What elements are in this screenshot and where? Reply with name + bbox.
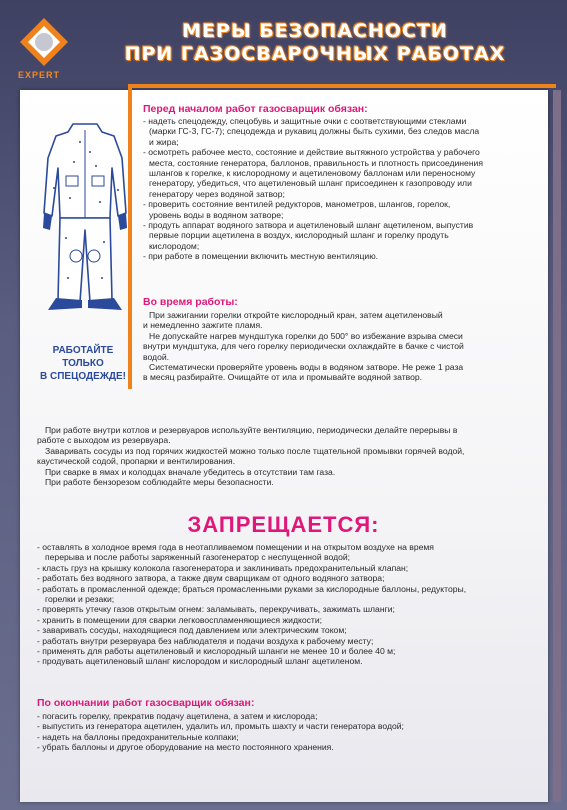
side-bar (553, 90, 561, 802)
list-item: При работе бензорезом соблюдайте меры безопасности. (45, 477, 274, 488)
list-item: - надеть на баллоны предохранительные колпаки; (37, 731, 239, 742)
list-item: - оставлять в холодное время года в неотапливаемом помещении и на открытом воздухе на время (37, 542, 434, 552)
list-item: При сварке в ямах и колодцах вначале убедитесь в отсутствии там газа. (45, 466, 336, 477)
section-during-work-body (143, 310, 538, 383)
list-item: уровень воды в водяном затворе; (149, 209, 284, 220)
section-before-work-title: Перед началом работ газосварщик обязан: (143, 103, 368, 115)
list-item: - работать без водяного затвора, а также двум сварщикам от одного водяного затвора; (37, 573, 385, 584)
list-item: места, состояние генератора, баллонов, правильность и плотность присоединения (149, 157, 484, 168)
list-item: - осмотреть рабочее место, состояние и действие вытяжного устройства у рабочего (143, 147, 480, 158)
list-item: внутри мундштука, для чего горелку периодически охлаждайте в бачке с чистой (143, 341, 464, 352)
caption-line-3: В СПЕЦОДЕЖДЕ! (40, 371, 126, 382)
caption-line-1: РАБОТАЙТЕ (52, 345, 114, 356)
title-line-2: ПРИ ГАЗОСВАРОЧНЫХ РАБОТАХ (124, 43, 506, 65)
list-item: - класть груз на крышку колокола газогенератора и заклинивать предохранительный клапан; (37, 562, 409, 573)
section-after-work-body (37, 711, 542, 753)
protective-suit-icon (40, 118, 130, 328)
caption-line-2: ТОЛЬКО (62, 358, 104, 369)
list-item: кислородом; (149, 240, 200, 251)
list-item: и жира; (149, 136, 179, 147)
list-item: - выпустить из генератора ацетилен, удалить ил, промыть шахту и части генератора водой; (37, 721, 404, 732)
list-item: При зажигании горелки откройте кислородный кран, затем ацетиленовый (149, 310, 443, 320)
list-item: - проверять утечку газов открытым огнем: заламывать, перекручивать, зажимать шланги; (37, 604, 395, 615)
list-item: шлангов к горелке, к кислородному и ацетиленовому баллонам или переносному (149, 168, 476, 179)
list-item: первые порции ацетилена в воздух, кислородный шланг и горелку продуть (149, 230, 449, 241)
list-item: горелки и резаки; (45, 594, 115, 605)
list-item: - проверить состояние вентилей редукторов, манометров, шлангов, горелок, (143, 199, 451, 210)
logo-text: EXPERT (18, 70, 61, 80)
list-item: - убрать баллоны и другое оборудование на место постоянного хранения. (37, 742, 334, 753)
section-general-body (37, 425, 542, 487)
list-item: Систематически проверяйте уровень воды в водяном затворе. Не реже 1 раза (149, 362, 464, 373)
list-item: генератору, убедиться, что ацетиленовый шланг присоединен к газопроводу или (149, 178, 472, 189)
list-item: - заваривать сосуды, находящиеся под давлением или электрическим током; (37, 625, 347, 636)
list-item: - продуть аппарат водяного затвора и ацетиленовый шланг ацетиленом, выпустив (143, 220, 474, 231)
list-item: - хранить в помещении для сварки легковоспламеняющиеся жидкости; (37, 614, 323, 625)
list-item: и немедленно зажгите пламя. (143, 320, 263, 331)
list-item: водой. (143, 351, 170, 362)
list-item: - при работе в помещении включить местную вентиляцию. (143, 251, 379, 262)
list-item: Заваривать сосуды из под горячих жидкостей можно только после тщательной промывки горячей водой, (45, 445, 465, 456)
section-after-work-title: По окончании работ газосварщик обязан: (37, 697, 255, 709)
list-item: - погасить горелку, прекратив подачу ацетилена, а затем и кислорода; (37, 711, 318, 721)
list-item: - продувать ацетиленовый шланг кислородом и кислородный шланг ацетиленом. (37, 656, 363, 667)
list-item: При работе внутри котлов и резервуаров используйте вентиляцию, периодически делайте перерывы в (45, 425, 458, 435)
list-item: - работать внутри резервуара без наблюдателя и подачи воздуха к рабочему месту; (37, 635, 374, 646)
page-title (80, 20, 550, 66)
list-item: в месяц разбирайте. Очищайте от ила и промывайте водяной затвор. (143, 372, 423, 383)
section-before-work-body (143, 116, 538, 262)
section-forbidden-body (37, 542, 547, 667)
forbidden-title: ЗАПРЕЩАЕТСЯ: (187, 512, 380, 537)
list-item: - надеть спецодежду, спецобувь и защитные очки с соответствующими стеклами (143, 116, 467, 126)
list-item: (марки ГС-3, ГС-7); спецодежда и рукавиц должны быть сухими, без следов масла (149, 126, 480, 137)
list-item: - работать в промасленной одежде; браться промасленными руками за кислородные баллоны, редукторы, (37, 583, 467, 594)
list-item: генератору через водяной затвор; (149, 188, 285, 199)
list-item: перерыва и после работы заряженный газогенератор с неспущенной водой; (45, 552, 351, 563)
list-item: Не допускайте нагрев мундштука горелки до 500° во избежание взрыва смеси (149, 330, 463, 341)
figure-caption (28, 344, 138, 383)
section-during-work-title: Во время работы: (143, 296, 238, 308)
list-item: работе с выходом из резервуара. (37, 435, 171, 446)
list-item: каустической содой, пропарки и вентилирования. (37, 456, 236, 467)
list-item: - применять для работы ацетиленовый и кислородный шланги не менее 10 и более 40 м; (37, 646, 396, 657)
title-line-1: МЕРЫ БЕЗОПАСНОСТИ (182, 20, 448, 42)
